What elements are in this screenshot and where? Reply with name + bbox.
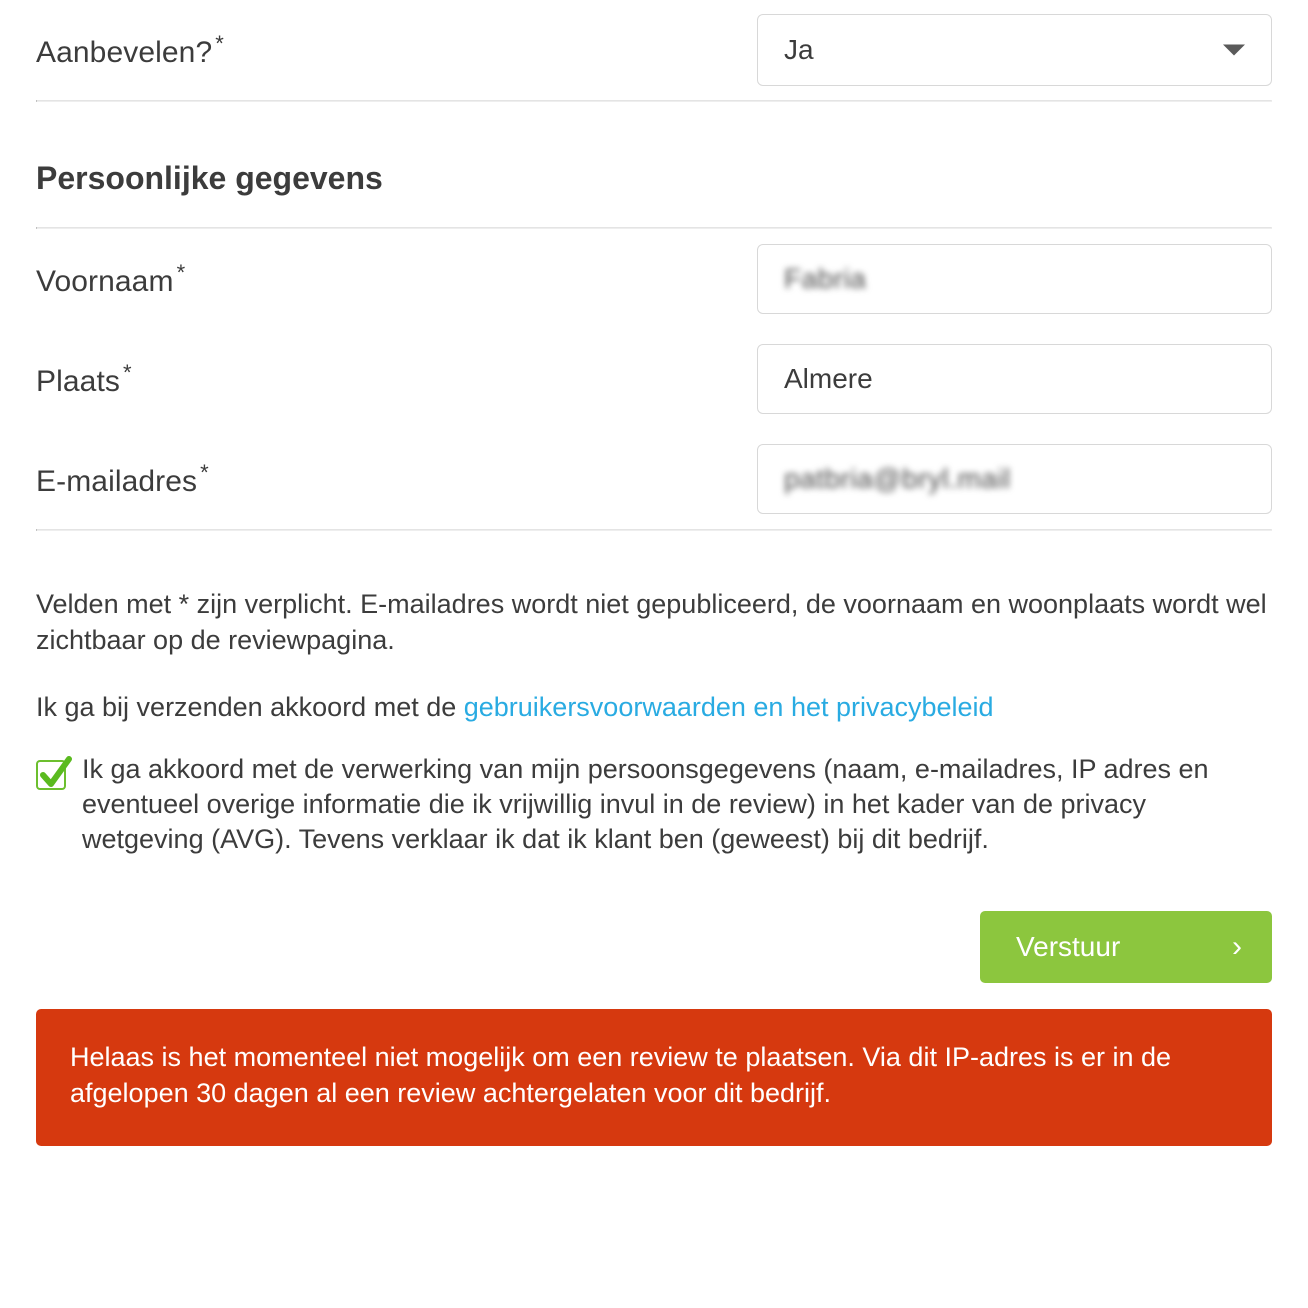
- required-fields-note: Velden met * zijn verplicht. E-mailadres wordt niet gepubliceerd, de voornaam en woonplaats wordt wel zichtbaar op de reviewpagina.: [36, 589, 1267, 655]
- first-name-row: [36, 229, 1272, 329]
- first-name-input[interactable]: [757, 244, 1272, 314]
- error-message-text: Helaas is het momenteel niet mogelijk om een review te plaatsen. Via dit IP-adres is er in de afgelopen 30 dagen al een review achtergelaten voor dit bedrijf.: [70, 1042, 1172, 1109]
- email-value: patbria@bryl.mail: [784, 463, 1011, 494]
- page-section-title: Persoonlijke gegevens: [36, 160, 383, 196]
- first-name-required-marker: *: [176, 259, 186, 285]
- recommend-required-marker: *: [215, 30, 224, 56]
- terms-prefix-text: Ik ga bij verzenden akkoord met de: [36, 692, 464, 723]
- recommend-selected-value: Ja: [784, 34, 814, 65]
- email-label-text: E-mailadres: [36, 464, 198, 498]
- first-name-label: [36, 260, 185, 299]
- submit-row: [36, 911, 1272, 983]
- first-name-label-text: Voornaam: [36, 264, 174, 298]
- first-name-value: Fabria: [784, 263, 867, 294]
- terms-line: [36, 690, 1272, 726]
- email-required-marker: *: [200, 459, 209, 485]
- chevron-right-icon: ›: [1232, 930, 1242, 964]
- divider-after-recommend: [36, 100, 1272, 102]
- first-name-control: [757, 244, 1272, 314]
- recommend-select[interactable]: [757, 14, 1272, 86]
- recommend-control: [757, 14, 1272, 86]
- email-label: [36, 460, 209, 499]
- city-label-text: Plaats: [36, 364, 120, 398]
- consent-label: Ik ga akkoord met de verwerking van mijn persoonsgegevens (naam, e-mailadres, IP adres en eventueel overige informatie die ik vrijwillig invul in de review) in het kader van de privacy wetgeving (AVG). Tevens verklaar ik dat ik klant ben (geweest) bij dit bedrijf.: [82, 753, 1209, 855]
- email-control: [757, 444, 1272, 514]
- city-required-marker: *: [122, 359, 132, 385]
- consent-row: [36, 752, 1272, 857]
- recommend-label-text: Aanbevelen?: [36, 35, 213, 69]
- city-row: [36, 329, 1272, 429]
- submit-button-label: Verstuur: [1016, 931, 1121, 963]
- city-label: [36, 360, 132, 399]
- city-input[interactable]: [757, 344, 1272, 414]
- email-input[interactable]: [757, 444, 1272, 514]
- submit-button[interactable]: [980, 911, 1272, 983]
- terms-and-privacy-link[interactable]: gebruikersvoorwaarden en het privacybeleid: [463, 692, 994, 723]
- recommend-row: [36, 0, 1272, 100]
- recommend-label: [36, 31, 224, 70]
- check-icon: [35, 753, 75, 795]
- city-control: [757, 344, 1272, 414]
- divider-after-fields: [36, 529, 1272, 531]
- error-message-box: [36, 1009, 1272, 1145]
- city-value: Almere: [784, 363, 873, 394]
- consent-checkbox[interactable]: [36, 760, 66, 790]
- chevron-down-icon: [1223, 45, 1245, 56]
- email-row: [36, 429, 1272, 529]
